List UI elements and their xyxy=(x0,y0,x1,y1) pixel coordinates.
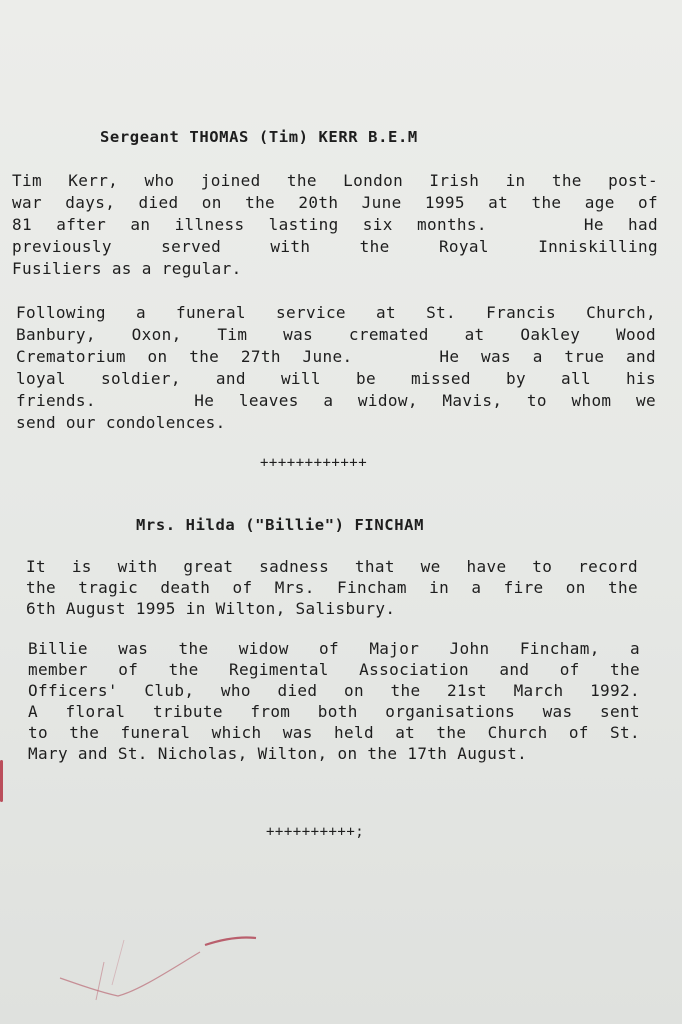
text-line: It is with great sadness that we have to record xyxy=(26,557,638,576)
text-line: Mary and St. Nicholas, Wilton, on the 17th August. xyxy=(28,744,528,763)
text-line: Tim Kerr, who joined the London Irish in the post- xyxy=(12,171,658,190)
text-line: friends. He leaves a widow, Mavis, to whom we xyxy=(16,391,656,410)
text-line: previously served with the Royal Inniskilling xyxy=(12,237,658,256)
section-separator-end: ++++++++++; xyxy=(266,824,365,840)
text-line: Fusiliers as a regular. xyxy=(12,259,242,278)
text-line: member of the Regimental Association and of the xyxy=(28,660,640,679)
text-line: the tragic death of Mrs. Fincham in a fire on the xyxy=(26,578,638,597)
text-line: Crematorium on the 27th June. He was a true and xyxy=(16,347,656,366)
text-line: A floral tribute from both organisations was sent xyxy=(28,702,640,721)
section-separator: ++++++++++++ xyxy=(260,455,368,471)
text-line: loyal soldier, and will be missed by all his xyxy=(16,369,656,388)
text-line: send our condolences. xyxy=(16,413,226,432)
text-line: 81 after an illness lasting six months. He had xyxy=(12,215,658,234)
text-line: war days, died on the 20th June 1995 at the age of xyxy=(12,193,658,212)
obituary-heading-fincham: Mrs. Hilda ("Billie") FINCHAM xyxy=(136,516,425,534)
text-line: Officers' Club, who died on the 21st March 1992. xyxy=(28,681,640,700)
text-line: Billie was the widow of Major John Fincham, a xyxy=(28,639,640,658)
text-line: Banbury, Oxon, Tim was cremated at Oakley Wood xyxy=(16,325,656,344)
text-line: Following a funeral service at St. Francis Church, xyxy=(16,303,656,322)
text-line: 6th August 1995 in Wilton, Salisbury. xyxy=(26,599,396,618)
text-line: to the funeral which was held at the Church of St. xyxy=(28,723,640,742)
obituary-heading-kerr: Sergeant THOMAS (Tim) KERR B.E.M xyxy=(100,128,418,146)
